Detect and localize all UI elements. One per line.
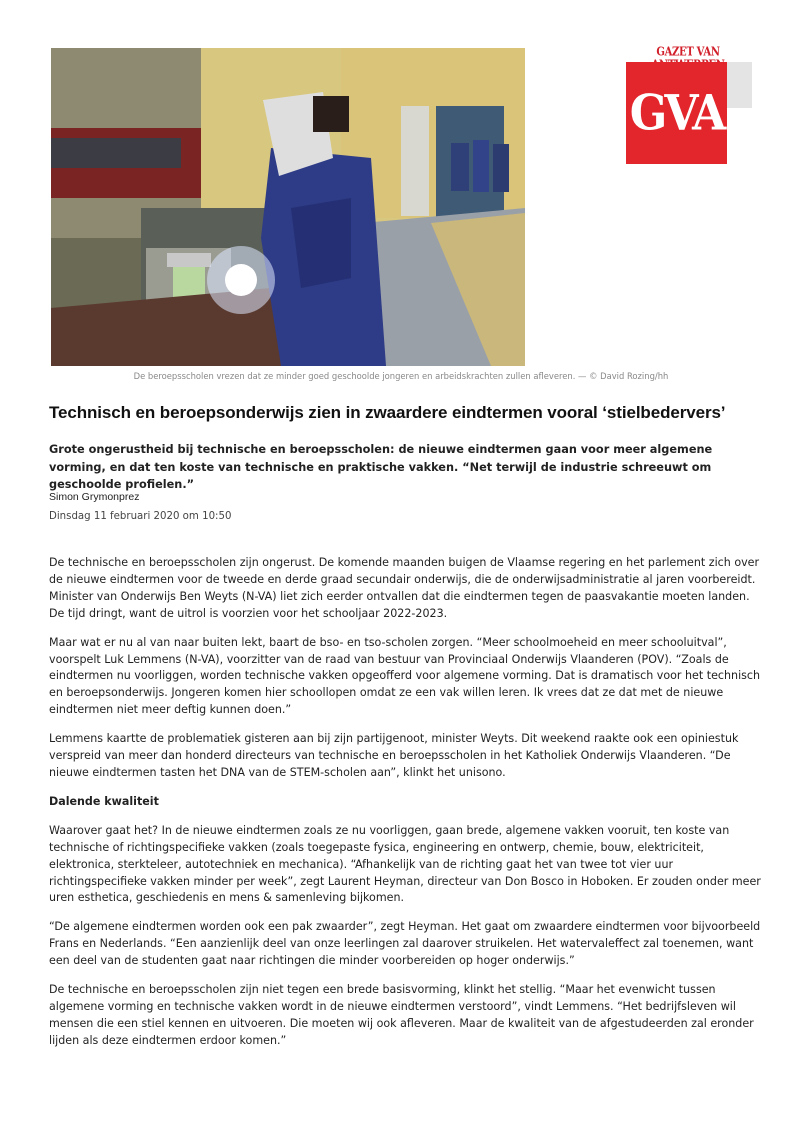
section-subheading: Dalende kwaliteit	[49, 794, 159, 808]
logo-initials: GVA	[629, 85, 724, 142]
welding-photo-illustration	[51, 48, 525, 366]
article-lead: Grote ongerustheid bij technische en beroepsscholen: de nieuwe eindtermen gaan voor meer algemene vorming, en dat ten koste van technische en praktische vakken. “Net terwijl de industrie schreeuwt om geschoolde profielen.”	[49, 443, 713, 491]
body-paragraph: De technische en beroepsscholen zijn ongerust. De komende maanden buigen de Vlaamse regering en het parlement zich over de nieuwe eindtermen voor de tweede en derde graad secundair onderwijs, die de onderwijsadministratie al jaren voorbereidt. Minister van Onderwijs Ben Weyts (N-VA) liet zich eerder ontvallen dat die eindtermen tegen de paasvakantie moeten landen. De tijd dringt, want de uitrol is voorzien voor het schooljaar 2022-2023.	[49, 556, 760, 620]
article-date: Dinsdag 11 februari 2020 om 10:50	[49, 511, 232, 522]
body-paragraph: De technische en beroepsscholen zijn niet tegen een brede basisvorming, klinkt het stellig. “Maar het evenwicht tussen algemene vorming en technische vakken wordt in de nieuwe eindtermen verstoord”, vindt Lemmens. “Het bedrijfsleven wil mensen die een stiel kennen en uitvoeren. Die moeten wij ook afleveren. Maar de kwaliteit van de afgestudeerden zal eronder lijden als deze eindtermen erdoor komen.”	[49, 983, 754, 1047]
logo-red-box	[626, 62, 727, 164]
article-headline: Technisch en beroepsonderwijs zien in zwaardere eindtermen vooral ‘stielbedervers’	[49, 403, 726, 422]
body-paragraph: Lemmens kaartte de problematiek gisteren aan bij zijn partijgenoot, minister Weyts. Dit weekend raakte ook een opiniestuk verspreid van meer dan honderd directeurs van technische en beroepsscholen in het Katholiek Onderwijs Vlaanderen. “De nieuwe eindtermen tasten het DNA van de STEM-scholen aan”, klinkt het unisono.	[49, 732, 739, 779]
article-photo	[51, 48, 525, 366]
gva-logo[interactable]	[626, 45, 752, 164]
body-paragraph: “De algemene eindtermen worden ook een pak zwaarder”, zegt Heyman. Het gaat om zwaardere eindtermen voor bijvoorbeeld Frans en Nederlands. “Een aanzienlijk deel van onze leerlingen zal daarover struikelen. Het watervaleffect zal toenemen, want een deel van de studenten gaat naar richtingen die minder voorbereiden op hoger onderwijs.”	[49, 920, 761, 968]
photo-caption: De beroepsscholen vrezen dat ze minder goed geschoolde jongeren en arbeidskrachten zullen afleveren. — © David Rozing/hh	[133, 371, 669, 381]
body-paragraph: Maar wat er nu al van naar buiten lekt, baart de bso- en tso-scholen zorgen. “Meer schoolmoeheid en meer schooluitval”, voorspelt Luk Lemmens (N-VA), voorzitter van de raad van bestuur van Provinciaal Onderwijs Vlaanderen (POV). “Zoals de eindtermen nu voorliggen, worden technische vakken opgeofferd voor algemene vorming. Dat is dramatisch voor het technisch en beroepsonderwijs. Jongeren komen hier schoollopen omdat ze een vak willen leren. Ik vrees dat ze dat met de nieuwe eindtermen niet meer deftig kunnen doen.”	[49, 635, 761, 717]
logo-masthead: GAZET VAN	[656, 45, 720, 59]
article-author[interactable]: Simon Grymonprez	[49, 491, 140, 503]
article-body	[49, 555, 761, 1062]
body-paragraph: Waarover gaat het? In de nieuwe eindtermen zoals ze nu voorliggen, gaan brede, algemene vakken vooruit, ten koste van technische of richtingspecifieke vakken (zoals toegepaste fysica, engineering en ontwerp, chemie, bouw, elektriciteit, elektronica, sterkteleer, autotechniek en mechanica). “Afhankelijk van de richting gaat het van twee tot vier uur richtingspecifieke vakken minder per week”, zegt Laurent Heyman, directeur van Don Bosco in Hoboken. Er zouden onder meer uren esthetica, geschiedenis en mens & samenleving bijkomen.	[49, 823, 761, 905]
